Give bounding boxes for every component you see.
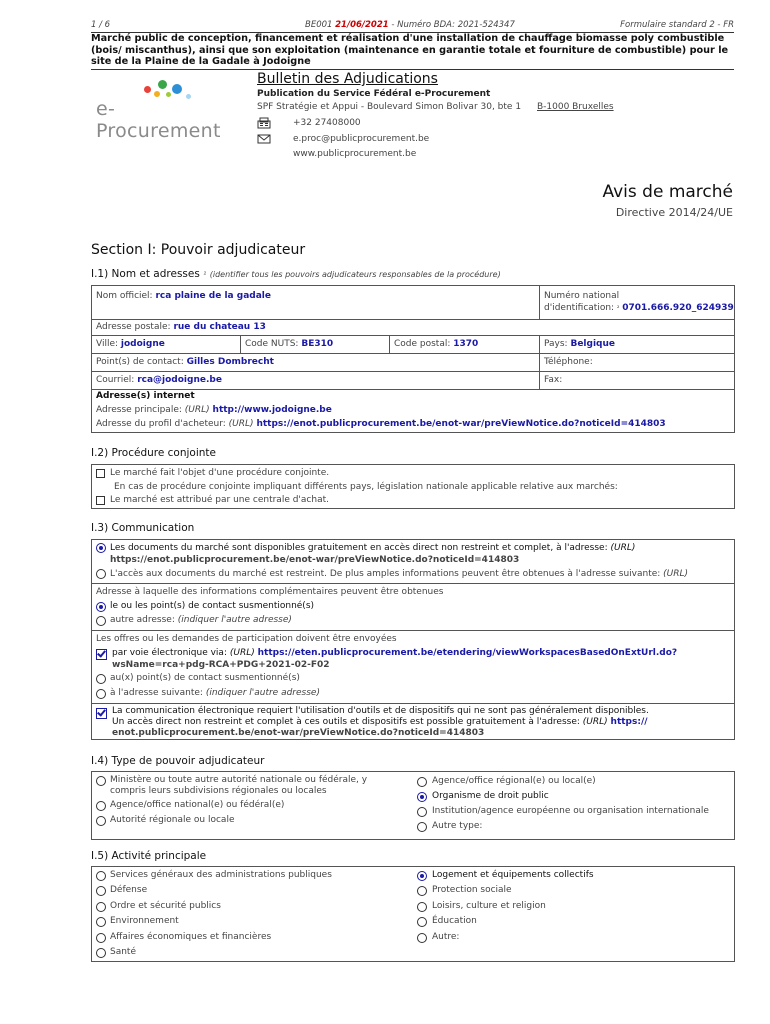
logo-dot xyxy=(172,84,182,94)
activity-social-protection-label: Protection sociale xyxy=(432,885,512,895)
type-european-institution-label: Institution/agence européenne ou organisation internationale xyxy=(432,806,709,816)
city: Ville: jodoigne xyxy=(96,339,165,349)
logo-dot xyxy=(144,86,151,93)
type-ministry-radio[interactable] xyxy=(96,776,106,786)
form-name: Formulaire standard 2 - FR xyxy=(620,20,734,30)
docs-restricted-label: L'accès aux documents du marché est restreint. De plus amples informations peuvent être obtenues à l'adresse suivante: (URL) xyxy=(110,569,689,579)
email: Courriel: rca@jodoigne.be xyxy=(96,375,222,385)
type-ministry-label: Ministère ou toute autre autorité nationale ou fédérale, y xyxy=(110,775,368,785)
logo-dot xyxy=(166,92,171,97)
joint-procedure-checkbox[interactable] xyxy=(96,469,105,478)
info-contact-radio[interactable] xyxy=(96,602,106,612)
send-address-radio[interactable] xyxy=(96,689,106,699)
type-public-body-label: Organisme de droit public xyxy=(432,791,549,801)
joint-procedure-note: En cas de procédure conjointe impliquant différents pays, législation nationale applicable relative aux marchés: xyxy=(114,482,618,492)
activity-health-label: Santé xyxy=(110,947,136,957)
activity-environment-radio[interactable] xyxy=(96,917,106,927)
section-heading: I.5) Activité principale xyxy=(91,850,207,862)
central-purchasing-checkbox[interactable] xyxy=(96,496,105,505)
special-tools-label: La communication électronique requiert l'utilisation d'outils et de dispositifs qui ne sont pas généralement disponibles. xyxy=(112,706,649,716)
activity-education-radio[interactable] xyxy=(417,917,427,927)
activity-defence-label: Défense xyxy=(110,885,148,895)
fax-phone-icon xyxy=(257,117,271,129)
docs-restricted-radio[interactable] xyxy=(96,569,106,579)
send-address-label: à l'adresse suivante: (indiquer l'autre adresse) xyxy=(110,688,320,698)
publisher-address: SPF Stratégie et Appui - Boulevard Simon Bolivar 30, bte 1 xyxy=(257,102,522,112)
internet-addresses-label: Adresse(s) internet xyxy=(96,391,195,401)
central-purchasing-label: Le marché est attribué par une centrale d'achat. xyxy=(110,495,329,505)
section-heading: I.4) Type de pouvoir adjudicateur xyxy=(91,755,265,767)
section-heading: I.2) Procédure conjointe xyxy=(91,447,216,459)
type-national-agency-radio[interactable] xyxy=(96,801,106,811)
activity-economic-radio[interactable] xyxy=(96,933,106,943)
send-contact-radio[interactable] xyxy=(96,674,106,684)
send-label: Les offres ou les demandes de participation doivent être envoyées xyxy=(96,634,397,644)
national-id: d'identification: ² 0701.666.920_624939 xyxy=(544,303,734,313)
activity-public-order-label: Ordre et sécurité publics xyxy=(110,901,221,911)
type-public-body-radio[interactable] xyxy=(417,792,427,802)
buyer-profile: Adresse du profil d'acheteur: (URL) https://enot.publicprocurement.be/enot-war/preViewNotice.do?noticeId=414803 xyxy=(96,419,666,429)
official-name: Nom officiel: rca plaine de la gadale xyxy=(96,291,271,301)
main-activity-box xyxy=(91,866,735,962)
publication-date: 21/06/2021 xyxy=(335,20,389,30)
type-other-label: Autre type: xyxy=(432,821,483,831)
postal-code: Code postal: 1370 xyxy=(394,339,479,349)
activity-leisure-label: Loisirs, culture et religion xyxy=(432,901,546,911)
logo-dot xyxy=(154,91,160,97)
activity-general-services-radio[interactable] xyxy=(96,871,106,881)
publisher-website[interactable]: www.publicprocurement.be xyxy=(293,149,417,159)
logo-dot xyxy=(158,80,167,89)
type-regional-agency-radio[interactable] xyxy=(417,777,427,787)
activity-economic-label: Affaires économiques et financières xyxy=(110,932,272,942)
page-header xyxy=(91,20,734,32)
activity-defence-radio[interactable] xyxy=(96,886,106,896)
publisher-phone: +32 27408000 xyxy=(293,118,361,128)
country: Pays: Belgique xyxy=(544,339,615,349)
special-tools-checkbox[interactable] xyxy=(96,708,107,719)
type-european-institution-radio[interactable] xyxy=(417,807,427,817)
activity-general-services-label: Services généraux des administrations publiques xyxy=(110,870,332,880)
section-title: Section I: Pouvoir adjudicateur xyxy=(91,242,306,258)
activity-housing-radio[interactable] xyxy=(417,871,427,881)
page-number: 1 / 6 xyxy=(91,20,111,30)
send-electronic-url[interactable]: wsName=rca+pdg-RCA+PDG+2021-02-F02 xyxy=(112,660,330,670)
joint-procedure-box xyxy=(91,464,735,509)
fax: Fax: xyxy=(544,375,563,385)
type-ministry-label-cont: compris leurs subdivisions régionales ou locales xyxy=(110,786,327,796)
contract-title: Marché public de conception, financement et réalisation d'une installation de chauffage biomasse poly combustible (bois/ miscanthus), ainsi que son exploitation (maintenance en garantie totale et fourniture de combustible) pour le site de la Plaine de la Gadale à Jodoigne xyxy=(91,33,729,67)
activity-other-radio[interactable] xyxy=(417,933,427,943)
activity-health-radio[interactable] xyxy=(96,948,106,958)
bulletin-title: Bulletin des Adjudications xyxy=(257,71,438,87)
directive: Directive 2014/24/UE xyxy=(615,206,733,219)
special-tools-url[interactable]: enot.publicprocurement.be/enot-war/preViewNotice.do?noticeId=414803 xyxy=(112,728,485,738)
info-address-label: Adresse à laquelle des informations complémentaires peuvent être obtenues xyxy=(96,587,444,597)
publisher: Publication du Service Fédéral e-Procurement xyxy=(257,89,491,99)
info-other-radio[interactable] xyxy=(96,616,106,626)
activity-environment-label: Environnement xyxy=(110,916,179,926)
info-other-label: autre adresse: (indiquer l'autre adresse) xyxy=(110,615,292,625)
postal-address: Adresse postale: rue du chateau 13 xyxy=(96,322,266,332)
type-regional-authority-radio[interactable] xyxy=(96,816,106,826)
type-national-agency-label: Agence/office national(e) ou fédéral(e) xyxy=(110,800,285,810)
logo-text: e-Procurement xyxy=(96,98,221,142)
divider xyxy=(91,69,734,70)
activity-social-protection-radio[interactable] xyxy=(417,886,427,896)
send-electronic-checkbox[interactable] xyxy=(96,649,107,660)
publisher-email[interactable]: e.proc@publicprocurement.be xyxy=(293,134,430,144)
activity-other-label: Autre: xyxy=(432,932,460,942)
eprocurement-logo xyxy=(96,80,226,142)
info-contact-label: le ou les point(s) de contact susmentionné(s) xyxy=(110,601,315,611)
activity-leisure-radio[interactable] xyxy=(417,902,427,912)
send-electronic-label: par voie électronique via: (URL) https://eten.publicprocurement.be/etendering/viewWorkspacesBasedOnExtUrl.do? xyxy=(112,648,678,658)
national-id-label: Numéro national xyxy=(544,291,620,301)
type-regional-authority-label: Autorité régionale ou locale xyxy=(110,815,235,825)
special-tools-access: Un accès direct non restreint et complet à ces outils et dispositifs est possible gratuitement à l'adresse: (URL) https:// xyxy=(112,717,648,727)
notice-reference: BE001 21/06/2021 - Numéro BDA: 2021-524347 xyxy=(305,20,515,30)
nuts-code: Code NUTS: BE310 xyxy=(245,339,334,349)
type-other-radio[interactable] xyxy=(417,822,427,832)
notice-title: Avis de marché xyxy=(602,182,733,202)
docs-free-radio[interactable] xyxy=(96,543,106,553)
contact-point: Point(s) de contact: Gilles Dombrecht xyxy=(96,357,274,367)
docs-free-url[interactable]: https://enot.publicprocurement.be/enot-war/preViewNotice.do?noticeId=414803 xyxy=(110,555,520,565)
envelope-icon xyxy=(257,133,271,145)
activity-housing-label: Logement et équipements collectifs xyxy=(432,870,594,880)
communication-box xyxy=(91,539,735,740)
docs-free-label: Les documents du marché sont disponibles gratuitement en accès direct non restreint et complet, à l'adresse: (URL) xyxy=(110,543,636,553)
activity-education-label: Éducation xyxy=(432,916,477,926)
main-address: Adresse principale: (URL) http://www.jodoigne.be xyxy=(96,405,332,415)
type-regional-agency-label: Agence/office régional(e) ou local(e) xyxy=(432,776,596,786)
publisher-city[interactable]: B-1000 Bruxelles xyxy=(537,102,614,112)
joint-procedure-label: Le marché fait l'objet d'une procédure conjointe. xyxy=(110,468,330,478)
authority-type-box xyxy=(91,771,735,840)
section-heading: I.3) Communication xyxy=(91,522,195,534)
send-contact-label: au(x) point(s) de contact susmentionné(s) xyxy=(110,673,300,683)
address-table xyxy=(91,285,735,433)
telephone: Téléphone: xyxy=(544,357,593,367)
section-heading: I.1) Nom et adresses ¹ (identifier tous les pouvoirs adjudicateurs responsables de la procédure) xyxy=(91,268,501,280)
activity-public-order-radio[interactable] xyxy=(96,902,106,912)
